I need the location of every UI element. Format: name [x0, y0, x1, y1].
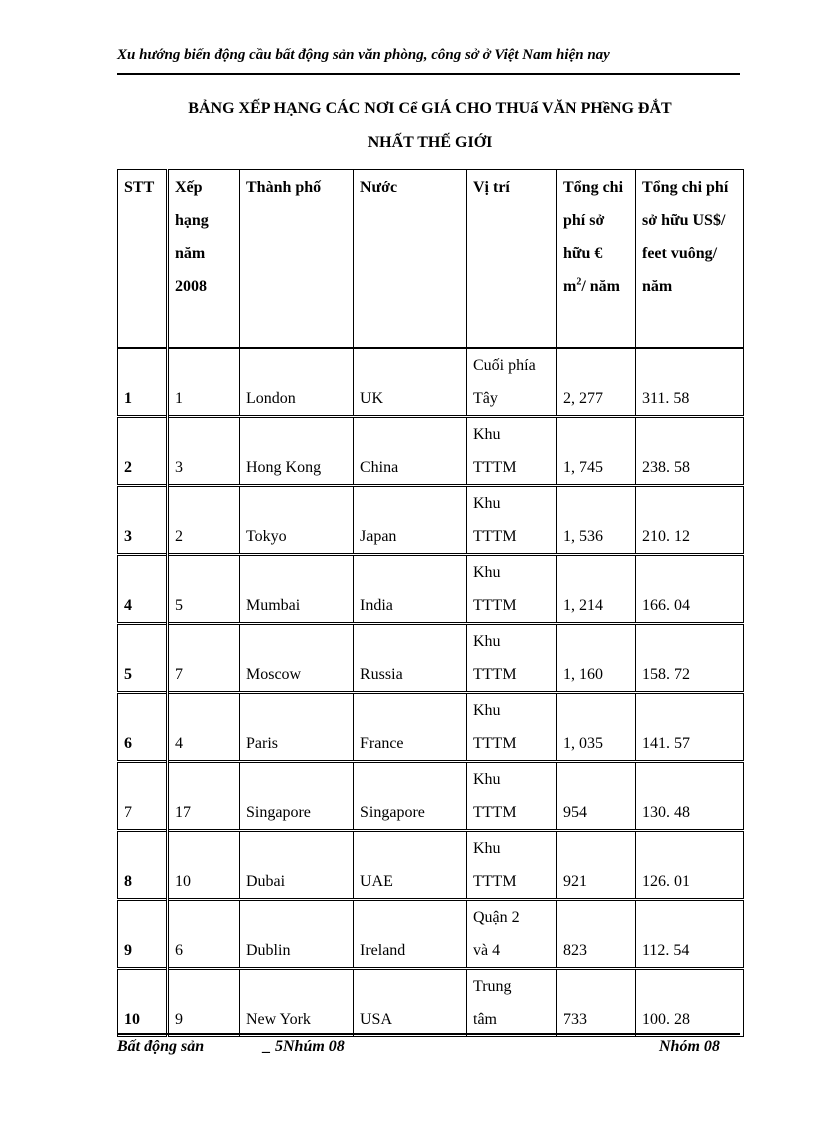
table-row [118, 417, 744, 486]
cell-city: Hong Kong [240, 417, 354, 486]
table-row [118, 348, 744, 417]
ranking-table [117, 169, 744, 1037]
table-row [118, 486, 744, 555]
header-divider [117, 73, 740, 75]
table-row [118, 831, 744, 900]
cell-cost-usd: 238. 58 [636, 417, 744, 486]
cell-city: New York [240, 969, 354, 1037]
location-line-1: Cuối phía [473, 357, 536, 374]
cell-cost-eur: 2, 277 [557, 348, 636, 417]
cell-cost-eur: 1, 160 [557, 624, 636, 693]
cell-location [467, 900, 557, 969]
cell-location [467, 969, 557, 1037]
cell-location [467, 693, 557, 762]
cell-cost-usd: 100. 28 [636, 969, 744, 1037]
cell-country: USA [354, 969, 467, 1037]
cell-cost-usd: 112. 54 [636, 900, 744, 969]
cell-country: Ireland [354, 900, 467, 969]
table-row [118, 693, 744, 762]
cell-city: London [240, 348, 354, 417]
cell-stt: 1 [118, 348, 168, 417]
cell-country: Singapore [354, 762, 467, 831]
cell-stt: 2 [118, 417, 168, 486]
location-line-2: TTTM [473, 528, 517, 545]
header-location: Vị trí [467, 170, 557, 349]
cell-country: UAE [354, 831, 467, 900]
cell-cost-usd: 141. 57 [636, 693, 744, 762]
location-line-1: Khu [473, 426, 501, 443]
location-line-2: TTTM [473, 735, 517, 752]
footer-left: Bất động sản [117, 1038, 205, 1055]
header-cost-eur-pre: Tổng chi phí sở hữu € m [563, 179, 624, 295]
cell-cost-eur: 1, 745 [557, 417, 636, 486]
cell-cost-usd: 311. 58 [636, 348, 744, 417]
header-cost-eur [557, 170, 636, 349]
location-line-1: Khu [473, 564, 501, 581]
cell-cost-eur: 1, 035 [557, 693, 636, 762]
running-header: Xu hướng biến động cầu bất động sản văn phòng, công sở ở Việt Nam hiện nay [117, 47, 610, 63]
location-line-2: tâm [473, 1011, 497, 1028]
header-rank: Xếp hạng năm 2008 [168, 170, 240, 349]
header-stt: STT [118, 170, 168, 349]
cell-country: India [354, 555, 467, 624]
location-line-2: và 4 [473, 942, 501, 959]
cell-stt: 6 [118, 693, 168, 762]
location-line-1: Khu [473, 633, 501, 650]
cell-city: Dubai [240, 831, 354, 900]
table-header-row [118, 170, 744, 349]
cell-location [467, 486, 557, 555]
cell-location [467, 555, 557, 624]
cell-location [467, 417, 557, 486]
header-cost-eur-sup: 2 [576, 276, 582, 288]
table-row [118, 555, 744, 624]
location-line-1: Khu [473, 702, 501, 719]
cell-rank: 10 [168, 831, 240, 900]
cell-cost-eur: 823 [557, 900, 636, 969]
header-country: Nước [354, 170, 467, 349]
location-line-2: TTTM [473, 666, 517, 683]
title-line-2: NHẤT THẾ GIỚI [367, 134, 493, 151]
cell-cost-eur: 921 [557, 831, 636, 900]
cell-city: Dublin [240, 900, 354, 969]
cell-cost-eur: 1, 214 [557, 555, 636, 624]
header-cost-usd: Tổng chi phí sở hữu US$/ feet vuông/ năm [636, 170, 744, 349]
cell-stt: 10 [118, 969, 168, 1037]
cell-cost-usd: 130. 48 [636, 762, 744, 831]
cell-cost-usd: 126. 01 [636, 831, 744, 900]
cell-location [467, 831, 557, 900]
cell-rank: 5 [168, 555, 240, 624]
cell-country: France [354, 693, 467, 762]
cell-rank: 17 [168, 762, 240, 831]
cell-city: Tokyo [240, 486, 354, 555]
cell-rank: 7 [168, 624, 240, 693]
cell-rank: 3 [168, 417, 240, 486]
cell-city: Mumbai [240, 555, 354, 624]
cell-cost-eur: 1, 536 [557, 486, 636, 555]
cell-rank: 2 [168, 486, 240, 555]
cell-city: Moscow [240, 624, 354, 693]
table-row [118, 969, 744, 1037]
location-line-2: TTTM [473, 804, 517, 821]
cell-cost-eur: 954 [557, 762, 636, 831]
location-line-1: Quận 2 [473, 909, 520, 926]
cell-stt: 5 [118, 624, 168, 693]
cell-city: Paris [240, 693, 354, 762]
cell-stt: 8 [118, 831, 168, 900]
cell-country: UK [354, 348, 467, 417]
cell-cost-eur: 733 [557, 969, 636, 1037]
location-line-1: Khu [473, 495, 501, 512]
cell-rank: 1 [168, 348, 240, 417]
footer-center: _ 5Nhúm 08 [263, 1038, 345, 1055]
table-row [118, 762, 744, 831]
footer-divider [117, 1033, 740, 1035]
cell-stt: 3 [118, 486, 168, 555]
location-line-2: TTTM [473, 459, 517, 476]
cell-rank: 6 [168, 900, 240, 969]
cell-cost-usd: 158. 72 [636, 624, 744, 693]
cell-city: Singapore [240, 762, 354, 831]
cell-cost-usd: 166. 04 [636, 555, 744, 624]
location-line-2: TTTM [473, 597, 517, 614]
table-row [118, 900, 744, 969]
cell-location [467, 348, 557, 417]
cell-stt: 4 [118, 555, 168, 624]
footer-right: Nhóm 08 [659, 1038, 720, 1055]
location-line-1: Khu [473, 771, 501, 788]
table-row [118, 624, 744, 693]
cell-country: Japan [354, 486, 467, 555]
cell-location [467, 624, 557, 693]
location-line-1: Trung [473, 978, 512, 995]
header-cost-eur-post: / năm [581, 278, 620, 295]
cell-stt: 9 [118, 900, 168, 969]
header-city: Thành phố [240, 170, 354, 349]
location-line-2: Tây [473, 390, 498, 407]
cell-cost-usd: 210. 12 [636, 486, 744, 555]
cell-country: China [354, 417, 467, 486]
cell-rank: 4 [168, 693, 240, 762]
cell-rank: 9 [168, 969, 240, 1037]
location-line-2: TTTM [473, 873, 517, 890]
location-line-1: Khu [473, 840, 501, 857]
cell-stt: 7 [118, 762, 168, 831]
cell-location [467, 762, 557, 831]
title-line-1: BẢNG XẾP HẠNG CÁC NƠI Cể GIÁ CHO THUấ VĂN PHềNG ĐẮT [188, 100, 672, 117]
cell-country: Russia [354, 624, 467, 693]
page-title [110, 92, 750, 160]
